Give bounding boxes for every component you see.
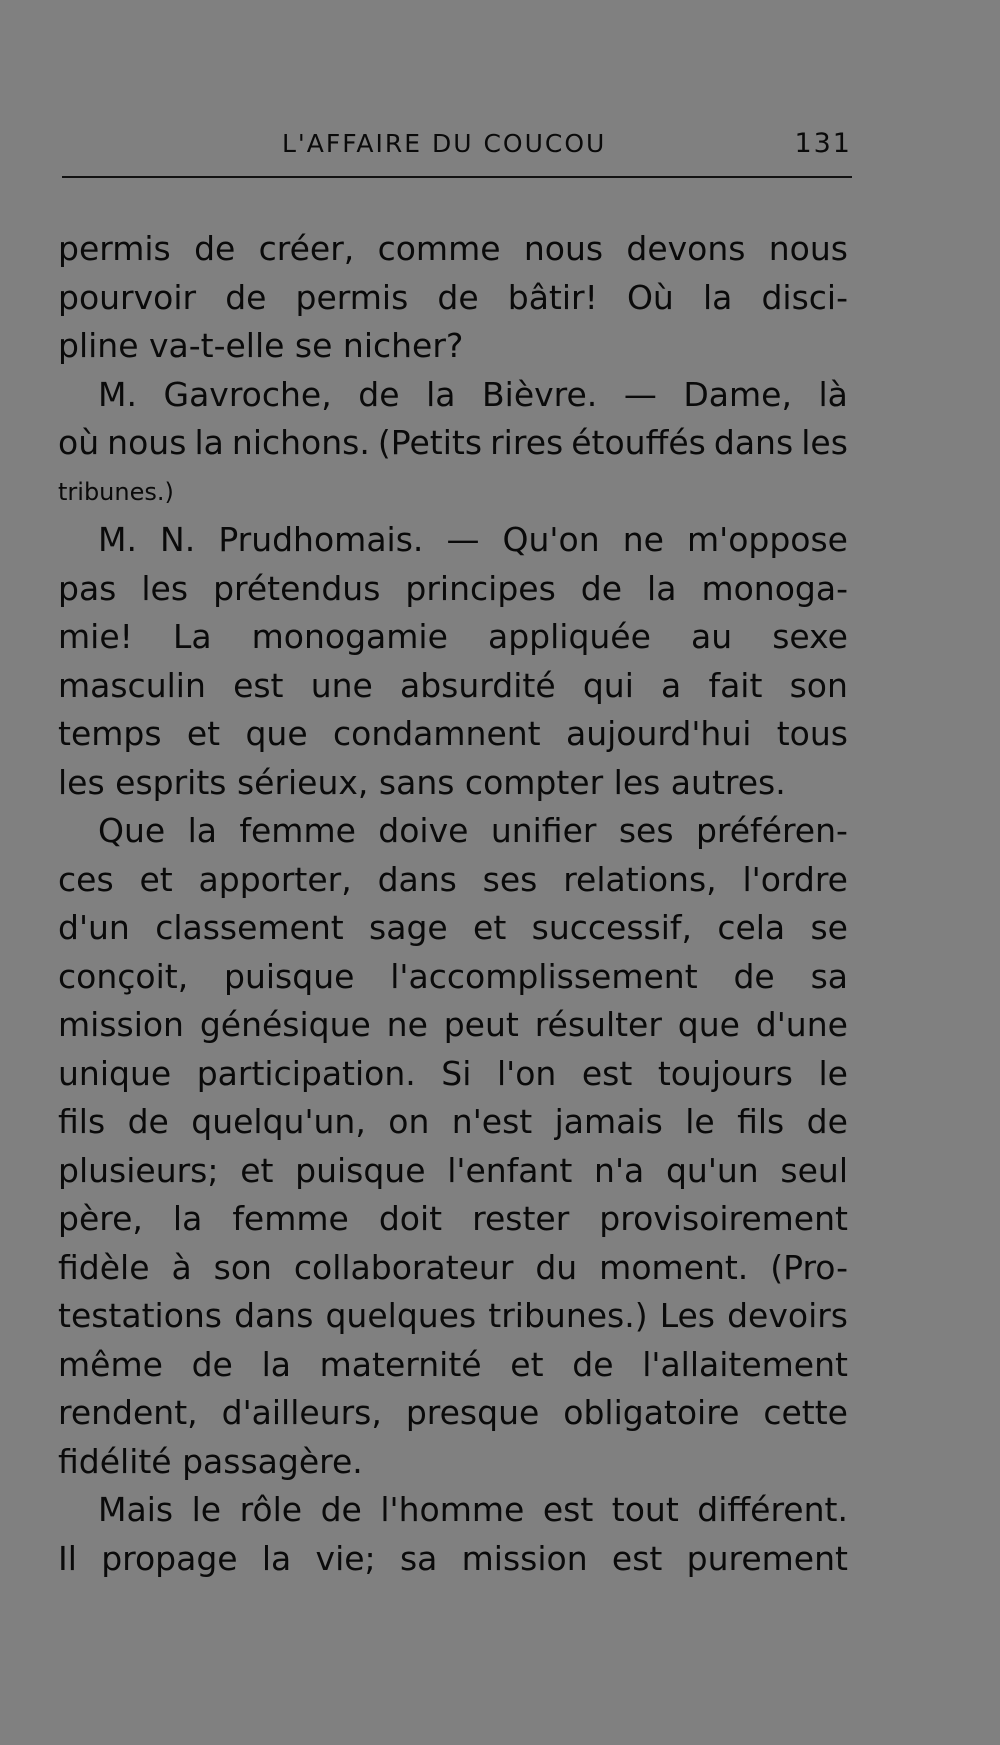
text-line: unique participation. Si l'on est toujours le: [58, 1053, 848, 1093]
text-line: même de la maternité et de l'allaitement: [58, 1344, 848, 1384]
text-line: fils de quelqu'un, on n'est jamais le fils de: [58, 1102, 848, 1141]
body-text: [58, 225, 848, 1583]
text-line: les esprits sérieux, sans compter les autres.: [58, 762, 786, 802]
text-line: mie! La monogamie appliquée au sexe: [58, 617, 848, 656]
text-line: M. N. Prudhomais. — Qu'on ne m'oppose: [98, 520, 848, 559]
text-line: où nous la nichons. (Petits rires étouffés dans les: [58, 423, 848, 462]
text-line: Mais le rôle de l'homme est tout différent.: [98, 1490, 848, 1529]
running-title: L'AFFAIRE DU COUCOU: [282, 129, 607, 158]
text-line: M. Gavroche, de la Bièvre. — Dame, là: [98, 374, 848, 414]
text-line: fidélité passagère.: [58, 1441, 363, 1481]
text-line: mission génésique ne peut résulter que d'une: [58, 1005, 848, 1044]
text-line: pourvoir de permis de bâtir! Où la disci-: [58, 277, 848, 317]
text-line: permis de créer, comme nous devons nous: [58, 229, 848, 268]
text-line: rendent, d'ailleurs, presque obligatoire cette: [58, 1393, 848, 1432]
text-line: ces et apporter, dans ses relations, l'ordre: [58, 859, 848, 899]
page-number: 131: [794, 128, 852, 159]
header-rule: [62, 176, 852, 178]
text-line: plusieurs; et puisque l'enfant n'a qu'un seul: [58, 1150, 848, 1190]
text-line: Que la femme doive unifier ses préféren-: [98, 811, 848, 850]
text-line: d'un classement sage et successif, cela se: [58, 908, 848, 947]
text-line: testations dans quelques tribunes.) Les devoirs: [58, 1296, 848, 1335]
text-line: père, la femme doit rester provisoirement: [58, 1199, 848, 1238]
text-line: conçoit, puisque l'accomplissement de sa: [58, 956, 848, 996]
text-line: temps et que condamnent aujourd'hui tous: [58, 714, 848, 753]
text-line: Il propage la vie; sa mission est purement: [58, 1538, 848, 1578]
running-head: [62, 128, 852, 168]
text-line: tribunes.): [58, 477, 174, 506]
text-line: pline va-t-elle se nicher?: [58, 326, 464, 365]
text-line: masculin est une absurdité qui a fait son: [58, 665, 848, 705]
text-line: fidèle à son collaborateur du moment. (Pro-: [58, 1247, 848, 1287]
text-line: pas les prétendus principes de la monoga-: [58, 568, 848, 608]
